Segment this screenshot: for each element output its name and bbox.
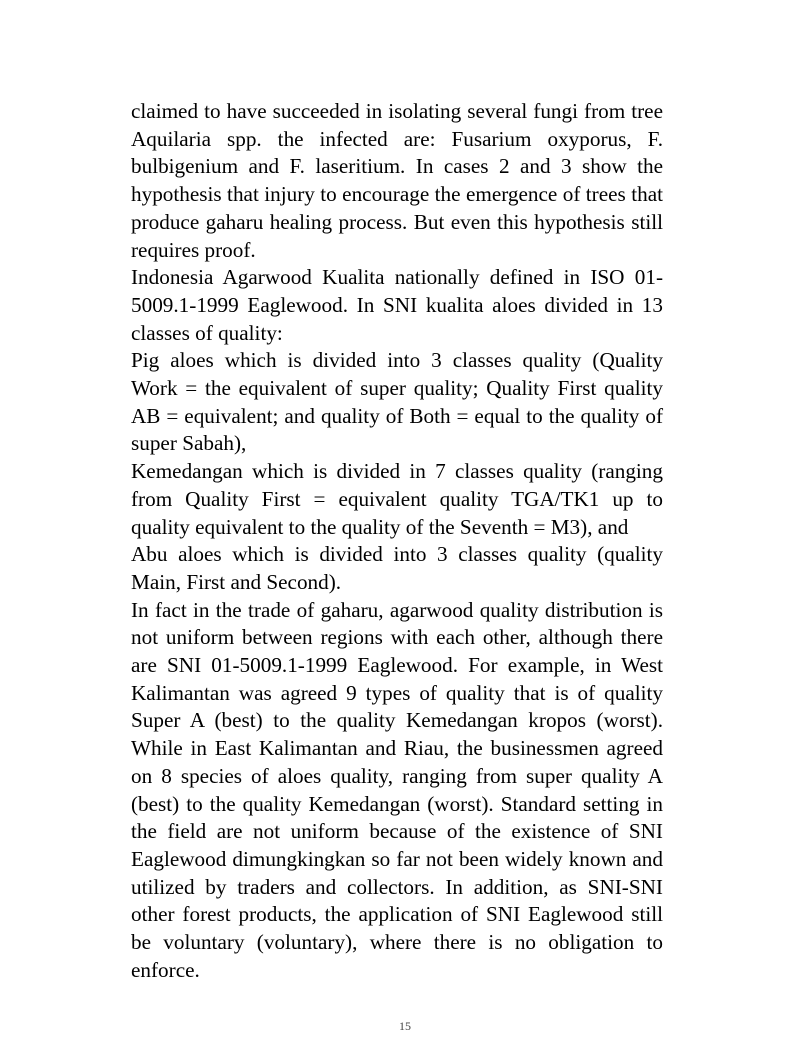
paragraph-fungi-hypothesis: claimed to have succeeded in isolating several fungi from tree Aquilaria spp. the infected are: Fusarium oxyporus, F. bulbigenium and F. laseritium. In cases 2 and 3 show the hypothesis that injury to encourage the emergence of trees that produce gaharu healing process. But even this hypothesis still requires proof. bbox=[131, 99, 663, 262]
paragraph-abu-aloes: Abu aloes which is divided into 3 classes quality (quality Main, First and Second). bbox=[131, 542, 663, 594]
body-text bbox=[131, 98, 663, 985]
paragraph-quality-definition: Indonesia Agarwood Kualita nationally defined in ISO 01-5009.1-1999 Eaglewood. In SNI kualita aloes divided in 13 classes of quality: bbox=[131, 265, 663, 345]
page-number: 15 bbox=[399, 1019, 411, 1033]
paragraph-trade-distribution: In fact in the trade of gaharu, agarwood quality distribution is not uniform between regions with each other, although there are SNI 01-5009.1-1999 Eaglewood. For example, in West Kalimantan was agreed 9 types of quality that is of quality Super A (best) to the quality Kemedangan kropos (worst). While in East Kalimantan and Riau, the businessmen agreed on 8 species of aloes quality, ranging from super quality A (best) to the quality Kemedangan (worst). Standard setting in the field are not uniform because of the existence of SNI Eaglewood dimungkingkan so far not been widely known and utilized by traders and collectors. In addition, as SNI-SNI other forest products, the application of SNI Eaglewood still be voluntary (voluntary), where there is no obligation to enforce. bbox=[131, 597, 663, 982]
paragraph-kemedangan: Kemedangan which is divided in 7 classes quality (ranging from Quality First = equivalent quality TGA/TK1 up to quality equivalent to the quality of the Seventh = M3), and bbox=[131, 459, 663, 539]
paragraph-pig-aloes: Pig aloes which is divided into 3 classes quality (Quality Work = the equivalent of super quality; Quality First quality AB = equivalent; and quality of Both = equal to the quality of super Sabah), bbox=[131, 348, 663, 456]
